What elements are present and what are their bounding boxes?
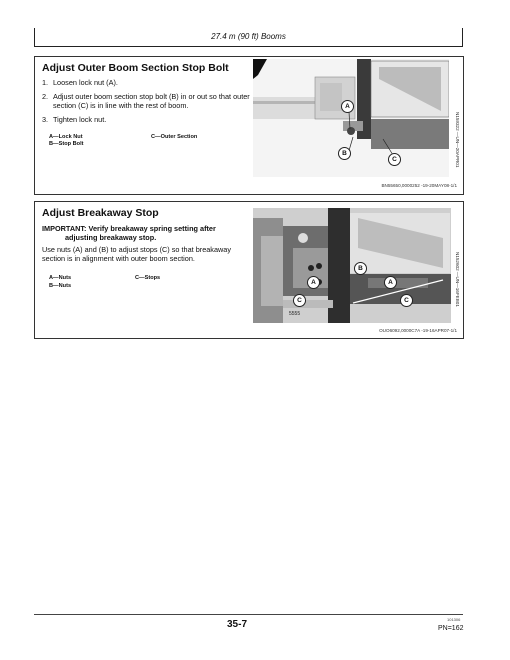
header-rule (34, 46, 463, 47)
important-text-2: adjusting breakaway stop. (65, 233, 157, 242)
breakaway-illustration (253, 208, 451, 323)
step-text: Adjust outer boom section stop bolt (B) in or out so that outer section (C) is in line with the rest of boom. (53, 92, 250, 110)
callout-a: A (341, 100, 354, 113)
section-title: Adjust Breakaway Stop (42, 207, 159, 219)
section-title: Adjust Outer Boom Section Stop Bolt (42, 62, 229, 74)
callout-b: B (354, 262, 367, 275)
reference-code: OUO6092,0000C7A -19-16APR07-1/1 (379, 328, 457, 333)
pn-number: PN=162 (438, 625, 464, 632)
callout-b: B (338, 147, 351, 160)
legend-item: A—Nuts (49, 275, 72, 281)
boom-stop-illustration (253, 59, 449, 177)
figure-id: N152602 —UN—16FEB01 (455, 252, 460, 307)
footer-code: 101306 (447, 617, 461, 622)
step-text: Loosen lock nut (A). (53, 78, 118, 87)
legend-item: B—Nuts (49, 283, 72, 289)
footer-rule (34, 614, 463, 615)
legend-item: A—Lock Nut (49, 134, 83, 140)
instruction-text: Use nuts (A) and (B) to adjust stops (C) so that breakaway section is in alignment with outer boom section. (42, 245, 231, 263)
callout-c: C (388, 153, 401, 166)
reference-code: BN55650,0000252 -19-20MAY08-1/1 (381, 183, 457, 188)
step-number: 1. (42, 78, 49, 87)
step-number: 3. (42, 115, 49, 124)
outer-boom-stop-section (34, 56, 464, 195)
figure-id: N159322 —UN—20APR01 (455, 112, 460, 168)
page-number: 35-7 (227, 619, 248, 630)
step-text: Tighten lock nut. (53, 115, 107, 124)
important-note (42, 224, 257, 242)
important-text: Verify breakaway spring setting after (88, 224, 216, 233)
section-header: 27.4 m (90 ft) Booms (211, 32, 286, 41)
legend-item: C—Stops (135, 275, 161, 281)
figure-breakaway-stop (253, 208, 451, 323)
figure-boom-stop (253, 59, 449, 177)
important-label: IMPORTANT: (42, 224, 87, 233)
callout-a-left: A (307, 276, 320, 289)
legend-item: C—Outer Section (151, 134, 198, 140)
callout-c-right: C (400, 294, 413, 307)
breakaway-stop-section (34, 201, 464, 339)
plate-text: 5555 (289, 311, 301, 317)
step-number: 2. (42, 92, 49, 101)
legend-item: B—Stop Bolt (49, 141, 84, 147)
callout-a-right: A (384, 276, 397, 289)
callout-c-left: C (293, 294, 306, 307)
